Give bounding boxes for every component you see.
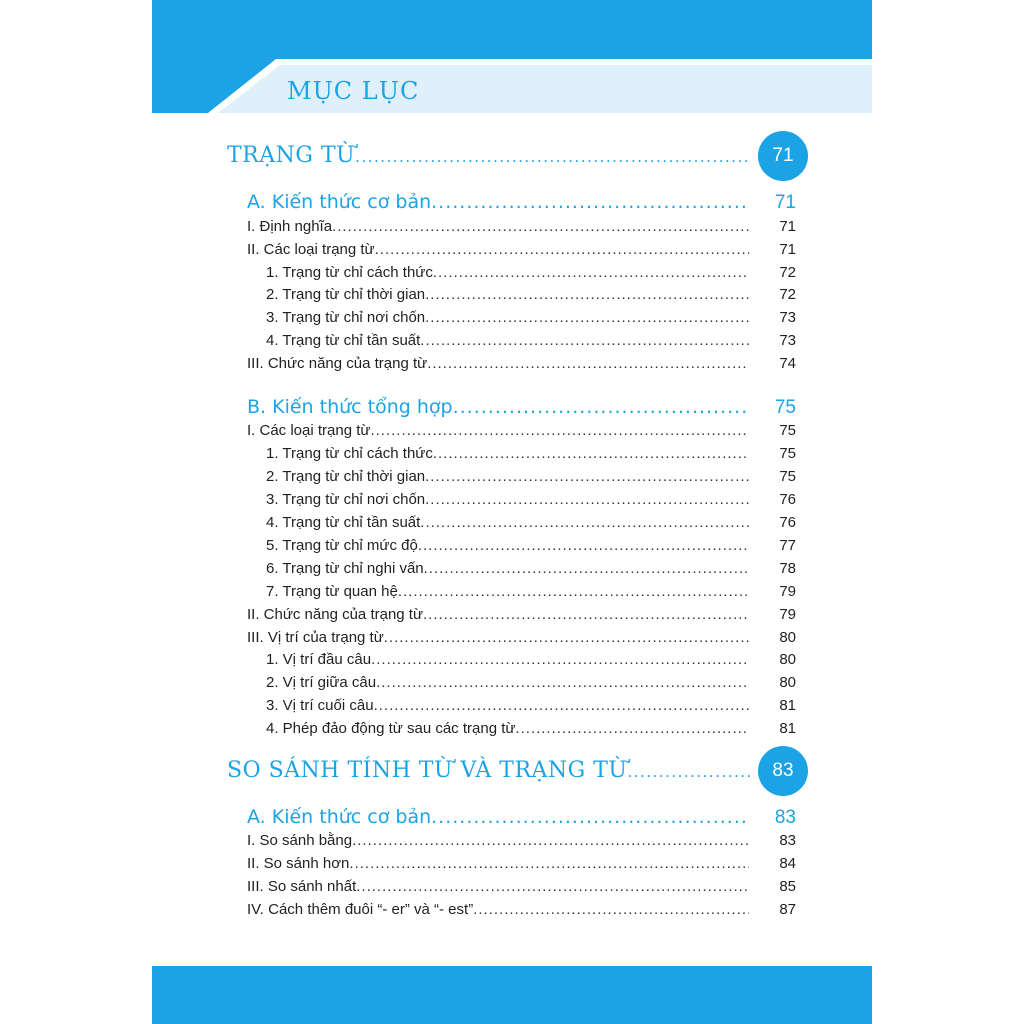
- chapter-page-badge: 83: [758, 746, 808, 796]
- toc-entry-label: 1. Trạng từ chỉ cách thức: [266, 445, 433, 462]
- toc-entry-page-number: 71: [779, 218, 796, 235]
- toc-entry-label: 4. Trạng từ chỉ tần suất: [266, 332, 421, 349]
- toc-entry: [266, 283, 749, 306]
- toc-entry-page-number: 80: [779, 629, 796, 646]
- dot-leader: [425, 465, 749, 488]
- chapter-title: [227, 140, 750, 172]
- book-page: [152, 0, 872, 1024]
- table-of-contents: [152, 0, 872, 966]
- toc-entry-page-number: 75: [779, 422, 796, 439]
- toc-entry: [266, 329, 749, 352]
- dot-leader: [371, 648, 749, 671]
- toc-entry-label: III. Chức năng của trạng từ: [247, 355, 428, 372]
- toc-entry-label: IV. Cách thêm đuôi “- er” và “- est”: [247, 901, 474, 918]
- toc-entry: [247, 898, 749, 921]
- toc-entry: [266, 488, 749, 511]
- toc-entry-page-number: 76: [779, 491, 796, 508]
- toc-entry: [266, 671, 749, 694]
- dot-leader: [420, 329, 749, 352]
- dot-leader: [420, 511, 749, 534]
- toc-entry-label: 1. Trạng từ chỉ cách thức: [266, 264, 433, 281]
- section-title: [247, 804, 749, 831]
- toc-entry-label: III. Vị trí của trạng từ: [247, 629, 384, 646]
- dot-leader: [424, 557, 749, 580]
- toc-entry: [247, 829, 749, 852]
- dot-leader: [370, 419, 749, 442]
- toc-entry-page-number: 76: [779, 514, 796, 531]
- toc-entry-page-number: 72: [779, 286, 796, 303]
- toc-entry-label: I. Các loại trạng từ: [247, 422, 371, 439]
- toc-entry-label: II. So sánh hơn: [247, 855, 350, 872]
- toc-entry: [266, 557, 749, 580]
- dot-leader: [473, 898, 749, 921]
- dot-leader: [453, 394, 749, 421]
- toc-entry-label: II. Chức năng của trạng từ: [247, 606, 424, 623]
- dot-leader: [356, 875, 749, 898]
- dot-leader: [423, 603, 749, 626]
- toc-entry: [266, 717, 749, 740]
- toc-entry-label: 2. Trạng từ chỉ thời gian: [266, 286, 426, 303]
- dot-leader: [515, 717, 749, 740]
- toc-entry: [247, 626, 749, 649]
- section-page-number: 83: [774, 807, 796, 828]
- toc-entry-page-number: 85: [779, 878, 796, 895]
- dot-leader: [427, 352, 749, 375]
- toc-entry: [247, 603, 749, 626]
- chapter-title: [227, 755, 750, 787]
- dot-leader: [431, 804, 749, 831]
- chapter-title-label: TRẠNG TỪ: [227, 143, 356, 168]
- toc-entry-label: 4. Trạng từ chỉ tần suất: [266, 514, 421, 531]
- section-title-label: A. Kiến thức cơ bản: [247, 806, 432, 828]
- toc-entry-label: 3. Trạng từ chỉ nơi chốn: [266, 491, 426, 508]
- dot-leader: [425, 283, 749, 306]
- page-title: MỤC LỤC: [287, 77, 420, 105]
- toc-entry-page-number: 74: [779, 355, 796, 372]
- toc-entry: [266, 534, 749, 557]
- section-title: [247, 394, 749, 421]
- dot-leader: [384, 626, 749, 649]
- toc-entry-label: 3. Vị trí cuối câu: [266, 697, 374, 714]
- toc-entry: [266, 261, 749, 284]
- dot-leader: [433, 261, 749, 284]
- toc-entry-page-number: 73: [779, 309, 796, 326]
- toc-entry-page-number: 75: [779, 468, 796, 485]
- dot-leader: [352, 829, 749, 852]
- toc-entry-page-number: 72: [779, 264, 796, 281]
- chapter-title-label: SO SÁNH TÍNH TỪ VÀ TRẠNG TỪ: [227, 758, 628, 783]
- toc-entry-page-number: 80: [779, 674, 796, 691]
- toc-entry: [247, 238, 749, 261]
- toc-entry-label: 4. Phép đảo động từ sau các trạng từ: [266, 720, 516, 737]
- section-page-number: 75: [774, 397, 796, 418]
- dot-leader: [433, 442, 749, 465]
- toc-entry-label: 3. Trạng từ chỉ nơi chốn: [266, 309, 426, 326]
- toc-entry: [266, 580, 749, 603]
- toc-entry-page-number: 84: [779, 855, 796, 872]
- toc-entry: [266, 442, 749, 465]
- toc-entry-page-number: 87: [779, 901, 796, 918]
- toc-entry-page-number: 81: [779, 697, 796, 714]
- dot-leader: [431, 189, 749, 216]
- toc-entry-page-number: 78: [779, 560, 796, 577]
- toc-entry-page-number: 79: [779, 606, 796, 623]
- toc-entry-page-number: 80: [779, 651, 796, 668]
- toc-entry: [266, 306, 749, 329]
- section-page-number: 71: [774, 192, 796, 213]
- footer-band: [152, 966, 872, 1024]
- toc-entry-label: 6. Trạng từ chỉ nghi vấn: [266, 560, 424, 577]
- section-title-label: A. Kiến thức cơ bản: [247, 191, 432, 213]
- dot-leader: [398, 580, 749, 603]
- dot-leader: [355, 141, 750, 172]
- toc-entry-label: III. So sánh nhất: [247, 878, 357, 895]
- toc-entry-label: I. So sánh bằng: [247, 832, 353, 849]
- toc-entry-label: 5. Trạng từ chỉ mức độ: [266, 537, 418, 554]
- toc-entry-page-number: 79: [779, 583, 796, 600]
- toc-entry: [266, 465, 749, 488]
- dot-leader: [375, 238, 749, 261]
- toc-entry: [247, 852, 749, 875]
- dot-leader: [349, 852, 749, 875]
- toc-entry-page-number: 81: [779, 720, 796, 737]
- toc-entry-page-number: 71: [779, 241, 796, 258]
- toc-entry-label: II. Các loại trạng từ: [247, 241, 375, 258]
- toc-entry: [247, 352, 749, 375]
- toc-entry: [247, 875, 749, 898]
- toc-entry: [266, 694, 749, 717]
- toc-entry: [266, 648, 749, 671]
- toc-entry-page-number: 75: [779, 445, 796, 462]
- toc-entry-label: 7. Trạng từ quan hệ: [266, 583, 398, 600]
- toc-entry: [247, 215, 749, 238]
- toc-entry: [266, 511, 749, 534]
- dot-leader: [418, 534, 749, 557]
- toc-entry: [247, 419, 749, 442]
- dot-leader: [332, 215, 749, 238]
- section-title: [247, 189, 749, 216]
- toc-entry-page-number: 83: [779, 832, 796, 849]
- chapter-page-badge: 71: [758, 131, 808, 181]
- toc-entry-label: I. Định nghĩa: [247, 218, 333, 235]
- toc-entry-page-number: 73: [779, 332, 796, 349]
- section-title-label: B. Kiến thức tổng hợp: [247, 396, 453, 418]
- dot-leader: [376, 671, 749, 694]
- toc-entry-page-number: 77: [779, 537, 796, 554]
- toc-entry-label: 2. Trạng từ chỉ thời gian: [266, 468, 426, 485]
- dot-leader: [374, 694, 749, 717]
- toc-entry-label: 2. Vị trí giữa câu: [266, 674, 377, 691]
- toc-entry-label: 1. Vị trí đầu câu: [266, 651, 372, 668]
- dot-leader: [425, 306, 749, 329]
- dot-leader: [425, 488, 749, 511]
- dot-leader: [627, 756, 750, 787]
